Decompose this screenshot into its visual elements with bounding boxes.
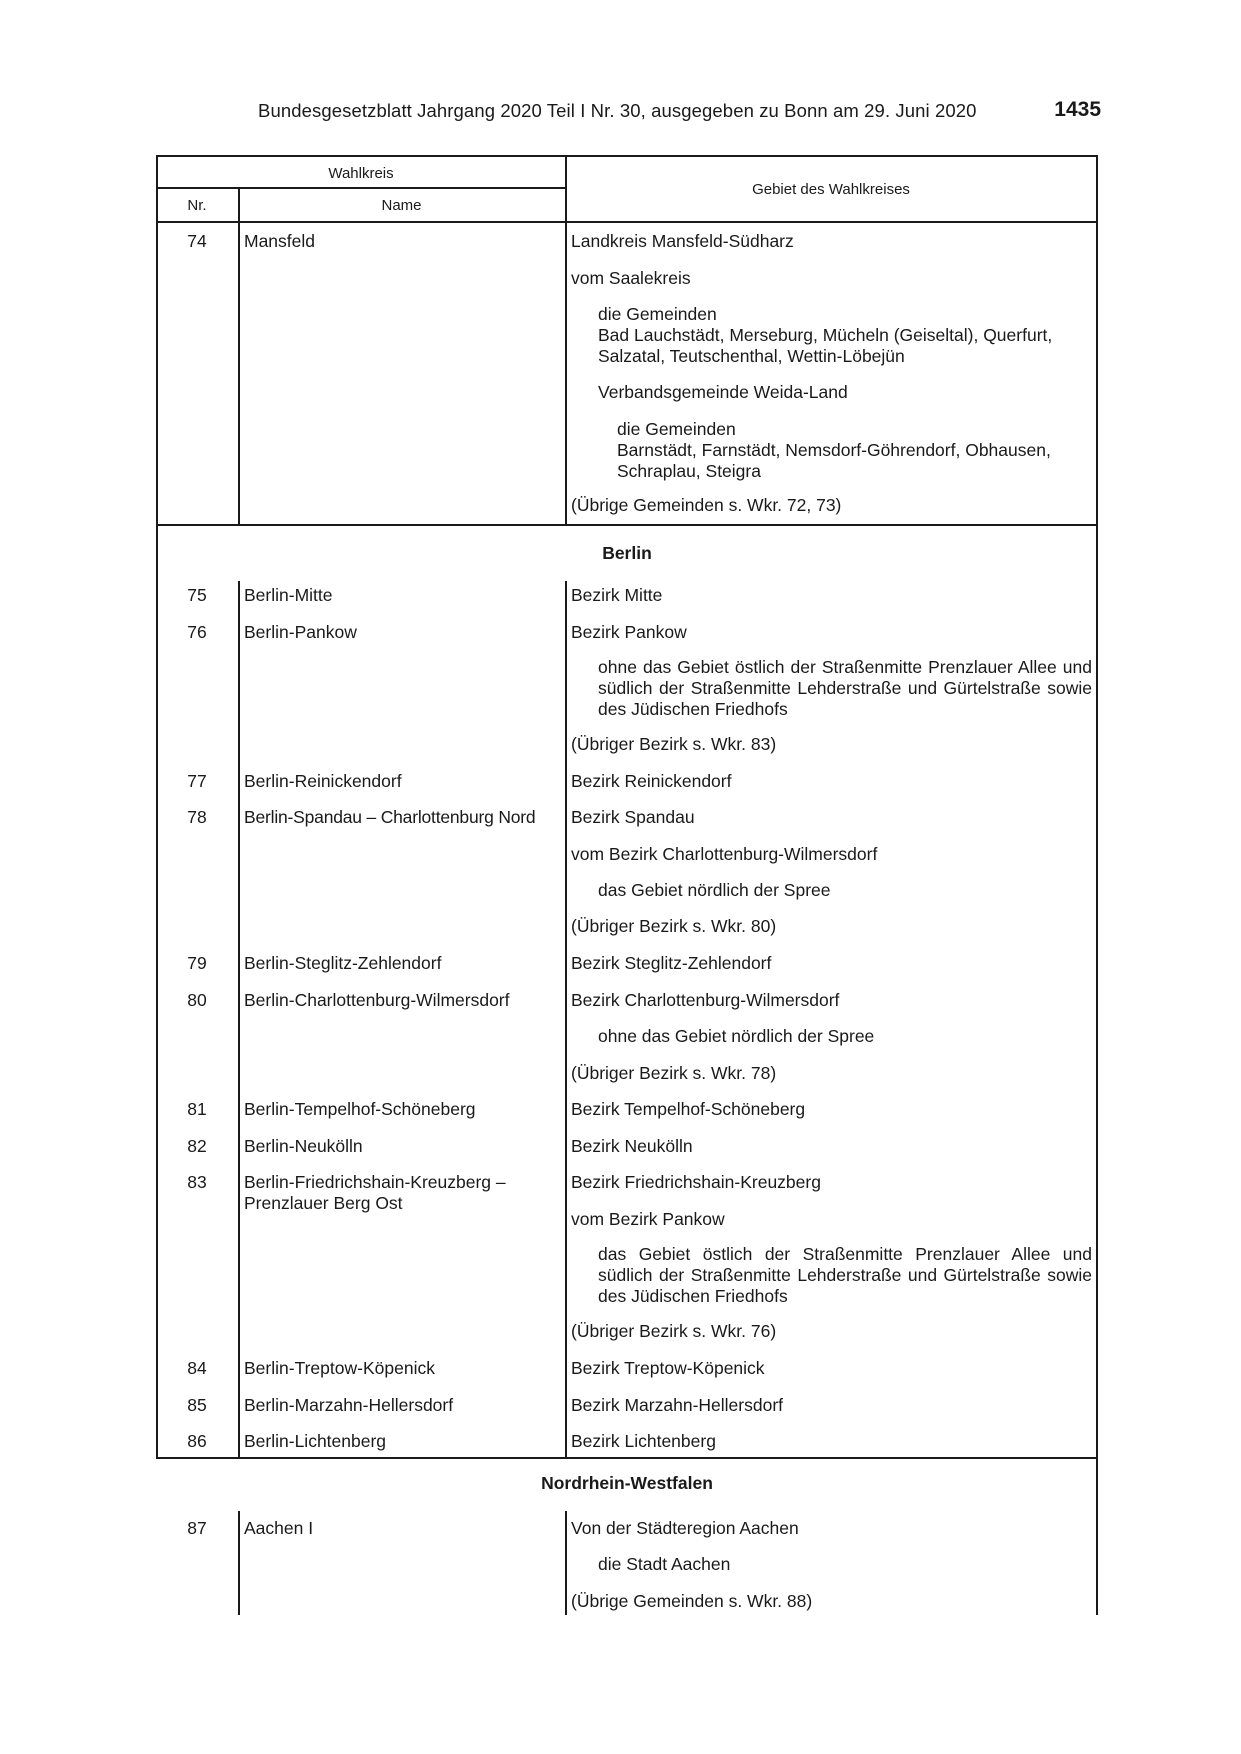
table-right-border — [1096, 155, 1098, 1615]
row-83-gebiet-1: Bezirk Friedrichshain-Kreuzberg — [571, 1172, 821, 1192]
publication-title: Bundesgesetzblatt Jahrgang 2020 Teil I Nr. 30, ausgegeben zu Bonn am 29. Juni 2020 — [258, 100, 977, 121]
row-81-name: Berlin-Tempelhof-Schöneberg — [244, 1099, 476, 1119]
row-76-gebiet-3: (Übriger Bezirk s. Wkr. 83) — [571, 734, 777, 754]
row-83-name-1: Berlin-Friedrichshain-Kreuzberg – — [244, 1172, 506, 1192]
row-74-gebiet-7: Barnstädt, Farnstädt, Nemsdorf-Göhrendorf, Obhausen, Schraplau, Steigra — [617, 440, 1051, 481]
row-77-name: Berlin-Reinickendorf — [244, 771, 402, 791]
header-split-line — [156, 187, 566, 189]
row-78-name: Berlin-Spandau – Charlottenburg Nord — [244, 807, 536, 827]
gebiet-column-line-nrw — [565, 1511, 567, 1615]
row-80-gebiet-1: Bezirk Charlottenburg-Wilmersdorf — [571, 990, 840, 1010]
row-87-gebiet-2: die Stadt Aachen — [598, 1554, 731, 1574]
row-79-name: Berlin-Steglitz-Zehlendorf — [244, 953, 442, 973]
row-82-gebiet-1: Bezirk Neukölln — [571, 1136, 693, 1156]
row-85-name: Berlin-Marzahn-Hellersdorf — [244, 1395, 454, 1415]
row-87-gebiet-1: Von der Städteregion Aachen — [571, 1518, 799, 1538]
row-74-gebiet-3: die Gemeinden — [598, 304, 717, 324]
row-74-gebiet-4: Bad Lauchstädt, Merseburg, Mücheln (Geiseltal), Querfurt, Salzatal, Teutschenthal, Wettin-Löbejün — [598, 325, 1053, 366]
row-74-gebiet-5: Verbandsgemeinde Weida-Land — [598, 382, 848, 402]
row-80-gebiet-2: ohne das Gebiet nördlich der Spree — [598, 1026, 875, 1046]
nr-column-line-header — [238, 187, 240, 525]
row-75-nr: 75 — [187, 585, 207, 605]
gebiet-column-line-berlin — [565, 581, 567, 1457]
row-81-nr: 81 — [187, 1099, 207, 1119]
row-75-gebiet-1: Bezirk Mitte — [571, 585, 663, 605]
row-84-name: Berlin-Treptow-Köpenick — [244, 1358, 435, 1378]
nrw-section-top — [156, 1457, 1098, 1459]
header-name: Name — [381, 197, 422, 214]
row-74-name: Mansfeld — [244, 231, 316, 251]
row-80-gebiet-3: (Übriger Bezirk s. Wkr. 78) — [571, 1063, 777, 1083]
row-83-gebiet-2: vom Bezirk Pankow — [571, 1209, 725, 1229]
row-76-gebiet-2: ohne das Gebiet östlich der Straßenmitte Prenzlauer Allee und südlich der Straßenmitte Lehderstraße und Gürtelstraße sowie des Jüdischen Friedhofs — [598, 657, 1092, 719]
row-80-name: Berlin-Charlottenburg-Wilmersdorf — [244, 990, 510, 1010]
nr-column-line-nrw — [238, 1511, 240, 1615]
row-74-gebiet-8: (Übrige Gemeinden s. Wkr. 72, 73) — [571, 495, 842, 515]
row-80-nr: 80 — [187, 990, 207, 1010]
row-87-gebiet-3: (Übrige Gemeinden s. Wkr. 88) — [571, 1591, 813, 1611]
row-78-gebiet-2: vom Bezirk Charlottenburg-Wilmersdorf — [571, 844, 878, 864]
row-85-nr: 85 — [187, 1395, 207, 1415]
table-top-border — [156, 155, 1098, 157]
row-78-gebiet-1: Bezirk Spandau — [571, 807, 695, 827]
row-83-gebiet-3: das Gebiet östlich der Straßenmitte Prenzlauer Allee und südlich der Straßenmitte Lehderstraße und Gürtelstraße sowie des Jüdischen Friedhofs — [598, 1244, 1092, 1306]
row-83-nr: 83 — [187, 1172, 207, 1192]
gebiet-column-line-1 — [565, 155, 567, 525]
page-header — [0, 100, 1241, 124]
row-74-gebiet-2: vom Saalekreis — [571, 268, 691, 288]
row-74-nr: 74 — [187, 231, 207, 251]
row-81-gebiet-1: Bezirk Tempelhof-Schöneberg — [571, 1099, 806, 1119]
row-76-name: Berlin-Pankow — [244, 622, 357, 642]
row-79-nr: 79 — [187, 953, 207, 973]
row-86-nr: 86 — [187, 1431, 207, 1451]
row-82-nr: 82 — [187, 1136, 207, 1156]
row-78-gebiet-3: das Gebiet nördlich der Spree — [598, 880, 831, 900]
row-78-nr: 78 — [187, 807, 207, 827]
header-gebiet: Gebiet des Wahlkreises — [752, 181, 910, 198]
page-number: 1435 — [1054, 98, 1101, 121]
row-78-gebiet-4: (Übriger Bezirk s. Wkr. 80) — [571, 916, 777, 936]
row-77-nr: 77 — [187, 771, 207, 791]
row-74-gebiet-6: die Gemeinden — [617, 419, 736, 439]
row-77-gebiet-1: Bezirk Reinickendorf — [571, 771, 732, 791]
row-84-gebiet-1: Bezirk Treptow-Köpenick — [571, 1358, 765, 1378]
row-74-gebiet-1: Landkreis Mansfeld-Südharz — [571, 231, 794, 251]
row-76-gebiet-1: Bezirk Pankow — [571, 622, 687, 642]
header-bottom-line — [156, 221, 1098, 223]
nr-column-line-berlin — [238, 581, 240, 1457]
row-86-gebiet-1: Bezirk Lichtenberg — [571, 1431, 716, 1451]
row-83-gebiet-4: (Übriger Bezirk s. Wkr. 76) — [571, 1321, 777, 1341]
row-76-nr: 76 — [187, 622, 207, 642]
section-berlin: Berlin — [602, 543, 652, 563]
row-84-nr: 84 — [187, 1358, 207, 1378]
header-wahlkreis: Wahlkreis — [328, 165, 394, 182]
row-87-name: Aachen I — [244, 1518, 314, 1538]
row-75-name: Berlin-Mitte — [244, 585, 333, 605]
row-85-gebiet-1: Bezirk Marzahn-Hellersdorf — [571, 1395, 784, 1415]
row-86-name: Berlin-Lichtenberg — [244, 1431, 387, 1451]
row-79-gebiet-1: Bezirk Steglitz-Zehlendorf — [571, 953, 772, 973]
berlin-section-top — [156, 524, 1098, 526]
header-nr: Nr. — [187, 197, 207, 214]
section-nordrhein-westfalen: Nordrhein-Westfalen — [541, 1473, 713, 1493]
row-83-name-2: Prenzlauer Berg Ost — [244, 1193, 403, 1213]
row-82-name: Berlin-Neukölln — [244, 1136, 363, 1156]
row-87-nr: 87 — [187, 1518, 207, 1538]
wahlkreis-table — [156, 155, 1098, 1615]
